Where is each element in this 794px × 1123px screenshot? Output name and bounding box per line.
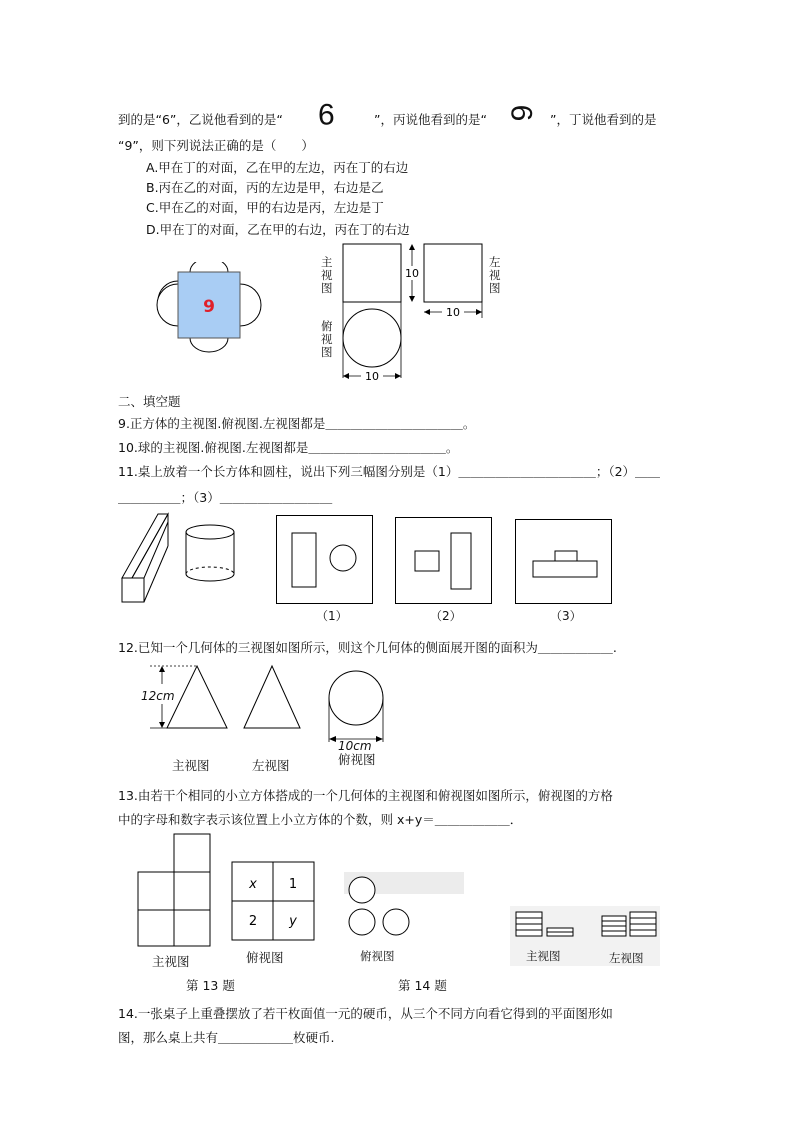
grid-cell-x: x — [249, 877, 257, 892]
front-view-label: 主视图 — [321, 255, 333, 295]
q12-left-label: 左视图 — [252, 758, 290, 773]
view-1-figure — [276, 515, 374, 605]
q13-top-label: 俯视图 — [246, 950, 284, 965]
cuboid-cylinder-figure — [116, 510, 246, 608]
cone-three-views-figure — [150, 660, 390, 748]
q14-line1: 14.一张桌子上重叠摆放了若干枚面值一元的硬币，从三个不同方向看它得到的平面图形如 — [118, 1006, 613, 1021]
card-with-four-seats-figure — [150, 262, 270, 358]
view-2-figure — [395, 517, 493, 605]
q12-top-label: 俯视图 — [338, 752, 376, 767]
q11-line1: 11.桌上放着一个长方体和圆柱，说出下列三幅图分别是（1）＿＿＿＿＿＿＿＿＿＿＿；（2）＿＿ — [118, 464, 661, 479]
q8-line2: “9”，则下列说法正确的是（ ） — [118, 138, 314, 153]
q9-text: 9.正方体的主视图.俯视图.左视图都是＿＿＿＿＿＿＿＿＿＿＿。 — [118, 416, 476, 431]
q12-text: 12.已知一个几何体的三视图如图所示，则这个几何体的侧面展开图的面积为＿＿＿＿＿＿. — [118, 640, 617, 655]
grid-cell-y: y — [289, 914, 297, 929]
view-2-label: （2） — [430, 609, 462, 623]
q10-text: 10.球的主视图.俯视图.左视图都是＿＿＿＿＿＿＿＿＿＿＿。 — [118, 440, 459, 455]
view-3-label: （3） — [550, 609, 582, 623]
q12-front-label: 主视图 — [172, 758, 210, 773]
q8-option-a: A.甲在丁的对面，乙在甲的左边，丙在丁的右边 — [146, 160, 409, 175]
q14-caption: 第 14 题 — [398, 978, 447, 993]
q14-top-label: 俯视图 — [360, 949, 395, 963]
q8-option-c: C.甲在乙的对面，甲的右边是丙，左边是丁 — [146, 200, 384, 215]
left-view-label: 左视图 — [489, 255, 501, 295]
cylinder-three-views-figure — [318, 238, 518, 386]
q8-glyph-c: 6 — [504, 104, 538, 122]
grid-cell-1: 1 — [288, 877, 298, 892]
view-1-label: （1） — [316, 609, 348, 623]
q11-line2: ＿＿＿＿＿；（3）＿＿＿＿＿＿＿＿＿ — [118, 490, 333, 505]
q8-line1-part-c: ”，丁说他看到的是 — [550, 112, 657, 127]
grid-cell-2: 2 — [248, 914, 258, 929]
q8-line1-part-b: ”，丙说他看到的是“ — [374, 112, 487, 127]
top-view-label: 俯视图 — [321, 319, 333, 359]
card-digit: 9 — [203, 297, 215, 317]
q14-left-label: 左视图 — [609, 951, 644, 965]
dim-width-label: 10 — [446, 306, 460, 319]
q13-top-view-grid — [231, 861, 317, 943]
cone-diameter-label: 10cm — [338, 739, 372, 753]
dim-height-label: 10 — [405, 267, 419, 280]
q14-line2: 图，那么桌上共有＿＿＿＿＿＿枚硬币. — [118, 1030, 335, 1045]
q13-line2: 中的字母和数字表示该位置上小立方体的个数，则 x+y＝＿＿＿＿＿＿． — [118, 812, 523, 827]
q13-line1: 13.由若干个相同的小立方体搭成的一个几何体的主视图和俯视图如图所示，俯视图的方格 — [118, 788, 613, 803]
cone-height-label: 12cm — [141, 689, 175, 703]
q13-front-view — [136, 832, 216, 950]
q8-option-b: B.丙在乙的对面，丙的左边是甲，右边是乙 — [146, 180, 384, 195]
q8-line1-part-a: 到的是“6”，乙说他看到的是“ — [118, 112, 283, 127]
dim-diameter-label: 10 — [365, 370, 379, 383]
q14-front-label: 主视图 — [526, 949, 561, 963]
view-3-figure — [515, 519, 613, 605]
q13-caption: 第 13 题 — [186, 978, 235, 993]
q8-glyph-b: 9 — [318, 97, 335, 130]
section-title: 二、填空题 — [118, 394, 181, 409]
q8-option-d: D.甲在丁的对面，乙在甲的右边，丙在丁的右边 — [146, 222, 410, 237]
q13-front-label: 主视图 — [152, 954, 190, 969]
